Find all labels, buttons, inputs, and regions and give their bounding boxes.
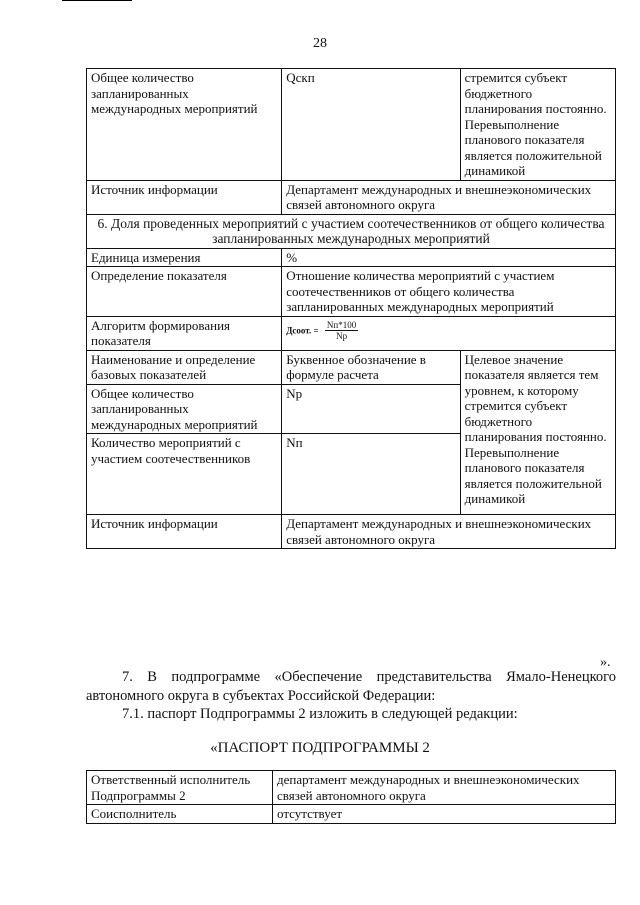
coexecutor-label: Соисполнитель [87, 805, 273, 824]
indicator-table [86, 68, 616, 549]
responsible-label: Ответственный исполнитель Подпрограммы 2 [87, 771, 273, 805]
formula-fraction [325, 320, 358, 341]
page-number: 28 [313, 36, 327, 51]
np-symbol: Nр [282, 384, 460, 434]
algorithm-label: Алгоритм формирования показателя [87, 316, 282, 350]
table-row [87, 180, 616, 214]
source-value: Департамент международных и внешнеэкономических связей автономного округа [282, 180, 616, 214]
passport-heading: «ПАСПОРТ ПОДПРОГРАММЫ 2 [210, 740, 430, 756]
unit-label: Единица измерения [87, 248, 282, 267]
formula-lhs: Дсоот. = [286, 325, 319, 335]
table-row [87, 248, 616, 267]
table-row [87, 267, 616, 317]
paragraph-7: 7. В подпрограмме «Обеспечение представительства Ямало-Ненецкого автономного округа в субъектах Российской Федерации: [86, 669, 616, 704]
indicator-name-cell: Общее количество запланированных международных мероприятий [87, 69, 282, 181]
closing-quote: ». [600, 655, 611, 670]
nn-name: Количество мероприятий с участием соотечественников [87, 434, 282, 515]
section-6-title: 6. Доля проведенных мероприятий с участием соотечественников от общего количества запланированных международных мероприятий [87, 214, 616, 248]
formula [286, 318, 358, 341]
formula-denominator: Nр [336, 330, 348, 341]
formula-numerator: Nп*100 [326, 319, 357, 330]
target-note-cell: стремится субъект бюджетного планирования постоянно. Перевыполнение планового показателя является положительной динамикой [460, 69, 615, 181]
section-header-row [87, 214, 616, 248]
target-value-cell: Целевое значение показателя является тем уровнем, к которому стремится субъект бюджетного планирования постоянно. Перевыполнение планового показателя является положительной динамикой [460, 350, 615, 515]
table-row [87, 350, 616, 384]
source-label-2: Источник информации [87, 515, 282, 549]
source-value-2: Департамент международных и внешнеэкономических связей автономного округа [282, 515, 616, 549]
np-name: Общее количество запланированных международных мероприятий [87, 384, 282, 434]
table-row [87, 316, 616, 350]
coexecutor-value: отсутствует [273, 805, 616, 824]
symbol-header: Буквенное обозначение в формуле расчета [282, 350, 460, 384]
passport-table [86, 770, 616, 824]
top-rule [62, 0, 132, 1]
definition-label: Определение показателя [87, 267, 282, 317]
base-indicators-label: Наименование и определение базовых показателей [87, 350, 282, 384]
responsible-value: департамент международных и внешнеэкономических связей автономного округа [273, 771, 616, 805]
nn-symbol: Nп [282, 434, 460, 515]
unit-value: % [282, 248, 616, 267]
paragraph-7-1: 7.1. паспорт Подпрограммы 2 изложить в следующей редакции: [122, 706, 518, 722]
formula-cell [282, 316, 616, 350]
table-row [87, 771, 616, 805]
table-row [87, 69, 616, 181]
formula-symbol-cell: Qскп [282, 69, 460, 181]
definition-value: Отношение количества мероприятий с участием соотечественников от общего количества запланированных международных мероприятий [282, 267, 616, 317]
source-label: Источник информации [87, 180, 282, 214]
table-row [87, 515, 616, 549]
table-row [87, 805, 616, 824]
